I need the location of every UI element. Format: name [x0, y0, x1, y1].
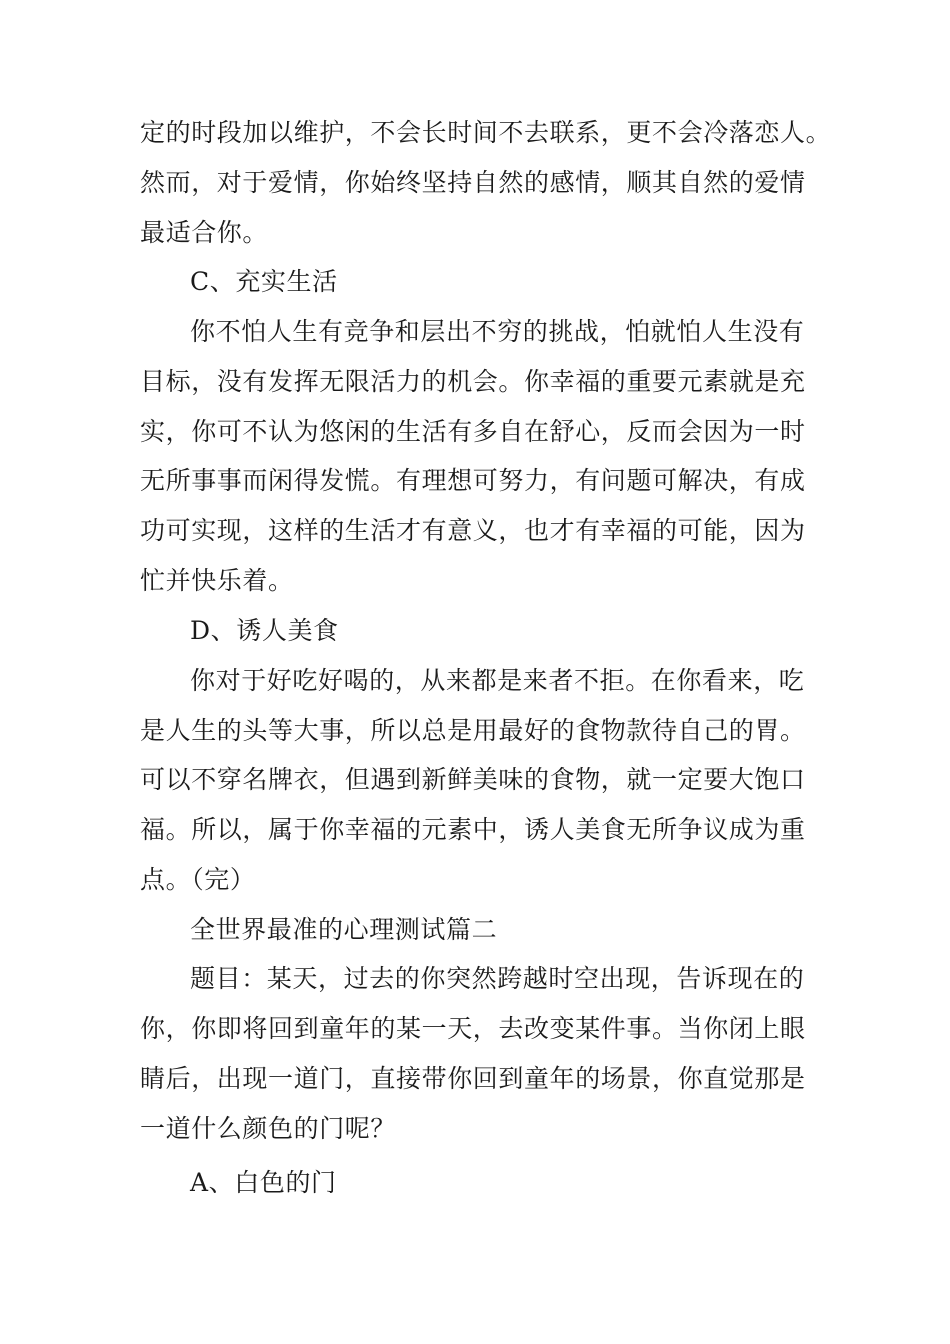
section-heading: C、充实生活 — [190, 267, 338, 296]
text-line: 目标，没有发挥无限活力的机会。你幸福的重要元素就是充 — [140, 367, 806, 396]
text-line: 无所事事而闲得发慌。有理想可努力，有问题可解决，有成 — [140, 466, 806, 495]
text-line: 点。（完） — [140, 865, 256, 894]
text-line: 题目：某天，过去的你突然跨越时空出现，告诉现在的 — [190, 964, 805, 993]
text-line: 睛后，出现一道门，直接带你回到童年的场景，你直觉那是 — [140, 1064, 806, 1093]
text-line: 你不怕人生有竞争和层出不穷的挑战，怕就怕人生没有 — [190, 317, 805, 346]
text-line: 一道什么颜色的门呢？ — [140, 1114, 397, 1143]
text-line: 最适合你。 — [140, 218, 269, 247]
text-line: 你对于好吃好喝的，从来都是来者不拒。在你看来，吃 — [190, 666, 805, 695]
section-title: 全世界最准的心理测试篇二 — [190, 915, 498, 944]
text-line: 然而，对于爱情，你始终坚持自然的感情，顺其自然的爱情 — [140, 168, 806, 197]
text-line: 功可实现，这样的生活才有意义，也才有幸福的可能，因为 — [140, 516, 806, 545]
section-heading: D、诱人美食 — [190, 616, 339, 645]
text-line: 你，你即将回到童年的某一天，去改变某件事。当你闭上眼 — [140, 1014, 806, 1043]
text-line: 福。所以，属于你幸福的元素中，诱人美食无所争议成为重 — [140, 815, 806, 844]
text-line: 定的时段加以维护，不会长时间不去联系，更不会冷落恋人。 — [140, 118, 832, 147]
text-line: 忙并快乐着。 — [140, 566, 294, 595]
text-line: 可以不穿名牌衣，但遇到新鲜美味的食物，就一定要大饱口 — [140, 765, 806, 794]
section-heading: A、白色的门 — [190, 1168, 337, 1197]
text-line: 是人生的头等大事，所以总是用最好的食物款待自己的胃。 — [140, 716, 806, 745]
text-line: 实，你可不认为悠闲的生活有多自在舒心，反而会因为一时 — [140, 417, 806, 446]
